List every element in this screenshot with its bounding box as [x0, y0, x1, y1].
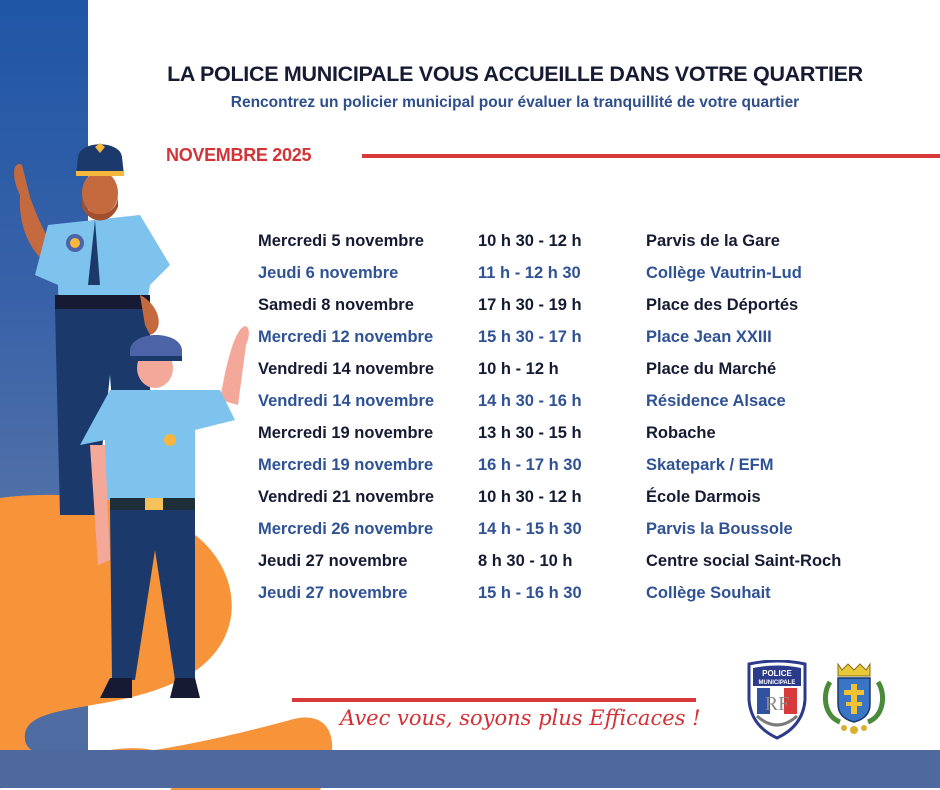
- schedule-time: 14 h 30 - 16 h: [478, 392, 582, 410]
- schedule-day: Mercredi 5 novembre: [258, 232, 424, 250]
- city-coat-of-arms-icon: [820, 660, 888, 740]
- schedule-place: Place du Marché: [646, 360, 777, 378]
- bottom-decorative-band: [0, 750, 940, 788]
- month-heading: NOVEMBRE 2025: [166, 145, 312, 165]
- schedule-place: Place Jean XXIII: [646, 328, 772, 346]
- schedule-day: Vendredi 14 novembre: [258, 360, 435, 378]
- police-municipale-badge-icon: [745, 660, 809, 740]
- schedule-day: Mercredi 12 novembre: [258, 328, 434, 346]
- slogan: Avec vous, soyons plus Efficaces !: [340, 706, 701, 730]
- schedule-day: Mercredi 19 novembre: [258, 456, 434, 474]
- police-officer-waving-illustration: [70, 310, 260, 710]
- schedule-day: Jeudi 27 novembre: [258, 552, 408, 570]
- svg-text:RF: RF: [764, 693, 790, 715]
- month-divider: [362, 154, 940, 158]
- svg-text:POLICE: POLICE: [762, 669, 792, 678]
- schedule-time: 14 h - 15 h 30: [478, 520, 582, 538]
- schedule-time: 10 h - 12 h: [478, 360, 559, 378]
- schedule-day: Jeudi 27 novembre: [258, 584, 408, 602]
- schedule-place: Centre social Saint-Roch: [646, 552, 842, 570]
- schedule-place: Collège Vautrin-Lud: [646, 264, 802, 282]
- schedule-place: Robache: [646, 424, 716, 442]
- schedule-place: Place des Déportés: [646, 296, 799, 314]
- page-title: LA POLICE MUNICIPALE VOUS ACCUEILLE DANS VOTRE QUARTIER: [167, 62, 863, 86]
- schedule-time: 11 h - 12 h 30: [478, 264, 581, 282]
- schedule-place: Skatepark / EFM: [646, 456, 774, 474]
- schedule-day: Mercredi 19 novembre: [258, 424, 434, 442]
- schedule-time: 13 h 30 - 15 h: [478, 424, 582, 442]
- schedule-time: 15 h 30 - 17 h: [478, 328, 582, 346]
- schedule-place: Parvis de la Gare: [646, 232, 780, 250]
- schedule-place: Résidence Alsace: [646, 392, 786, 410]
- svg-text:MUNICIPALE: MUNICIPALE: [758, 680, 796, 686]
- schedule-day: Jeudi 6 novembre: [258, 264, 399, 282]
- schedule-day: Mercredi 26 novembre: [258, 520, 434, 538]
- schedule-day: Vendredi 14 novembre: [258, 392, 435, 410]
- schedule-day: Vendredi 21 novembre: [258, 488, 435, 506]
- schedule-time: 10 h 30 - 12 h: [478, 232, 582, 250]
- schedule-time: 10 h 30 - 12 h: [478, 488, 582, 506]
- schedule-day: Samedi 8 novembre: [258, 296, 414, 314]
- footer-divider: [292, 698, 696, 702]
- schedule-place: Parvis la Boussole: [646, 520, 793, 538]
- schedule-time: 15 h - 16 h 30: [478, 584, 582, 602]
- schedule-time: 8 h 30 - 10 h: [478, 552, 573, 570]
- schedule-time: 16 h - 17 h 30: [478, 456, 582, 474]
- schedule-time: 17 h 30 - 19 h: [478, 296, 582, 314]
- schedule-place: Collège Souhait: [646, 584, 771, 602]
- page-subtitle: Rencontrez un policier municipal pour évaluer la tranquillité de votre quartier: [230, 94, 800, 111]
- schedule-place: École Darmois: [646, 488, 761, 506]
